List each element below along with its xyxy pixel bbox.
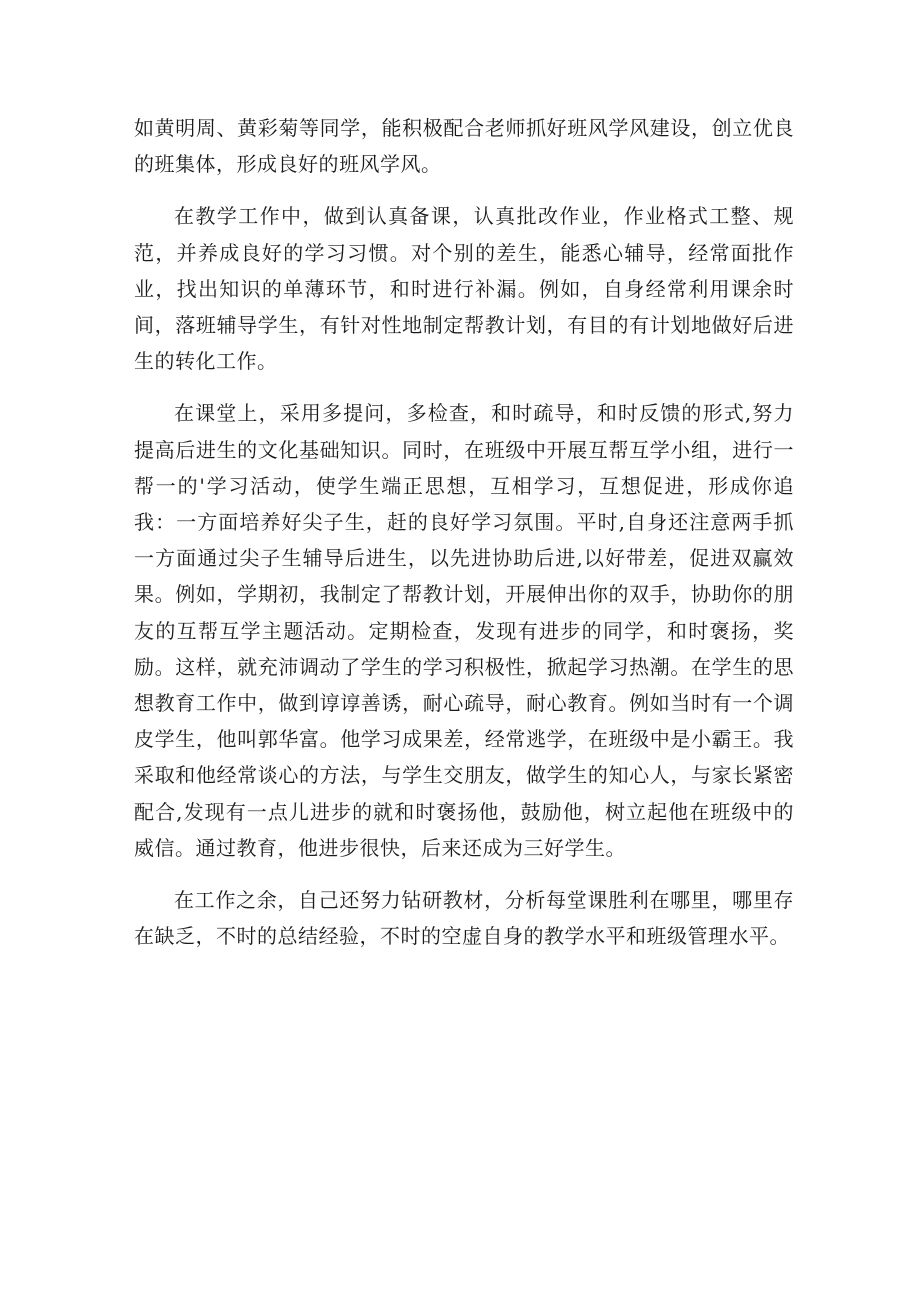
document-body bbox=[134, 110, 794, 970]
paragraph-3: 在课堂上，采用多提问，多检查，和时疏导，和时反馈的形式,努力提高后进生的文化基础知识。同时，在班级中开展互帮互学小组，进行一帮一的'学习活动，使学生端正思想，互相学习，互想促进，形成你追我：一方面培养好尖子生，赶的良好学习氛围。平时,自身还注意两手抓一方面通过尖子生辅导后进生，以先进协助后进,以好带差，促进双赢效果。例如，学期初，我制定了帮教计划，开展伸出你的双手，协助你的朋友的互帮互学主题活动。定期检查，发现有进步的同学，和时褒扬，奖励。这样，就充沛调动了学生的学习积极性，掀起学习热潮。在学生的思想教育工作中，做到谆谆善诱，耐心疏导，耐心教育。例如当时有一个调皮学生，他叫郭华富。他学习成果差，经常逃学，在班级中是小霸王。我采取和他经常谈心的方法，与学生交朋友，做学生的知心人，与家长紧密配合,发现有一点儿进步的就和时褒扬他，鼓励他，树立起他在班级中的威信。通过教育，他进步很快，后来还成为三好学生。 bbox=[134, 401, 794, 860]
paragraph-4: 在工作之余，自己还努力钻研教材，分析每堂课胜利在哪里，哪里存在缺乏，不时的总结经验，不时的空虚自身的教学水平和班级管理水平。 bbox=[134, 888, 794, 949]
paragraph-1: 如黄明周、黄彩菊等同学，能积极配合老师抓好班风学风建设，创立优良的班集体，形成良好的班风学风。 bbox=[134, 116, 794, 177]
paragraph-2: 在教学工作中，做到认真备课，认真批改作业，作业格式工整、规范，并养成良好的学习习惯。对个别的差生，能悉心辅导，经常面批作业，找出知识的单薄环节，和时进行补漏。例如，自身经常利用课余时间，落班辅导学生，有针对性地制定帮教计划，有目的有计划地做好后进生的转化工作。 bbox=[134, 204, 794, 374]
